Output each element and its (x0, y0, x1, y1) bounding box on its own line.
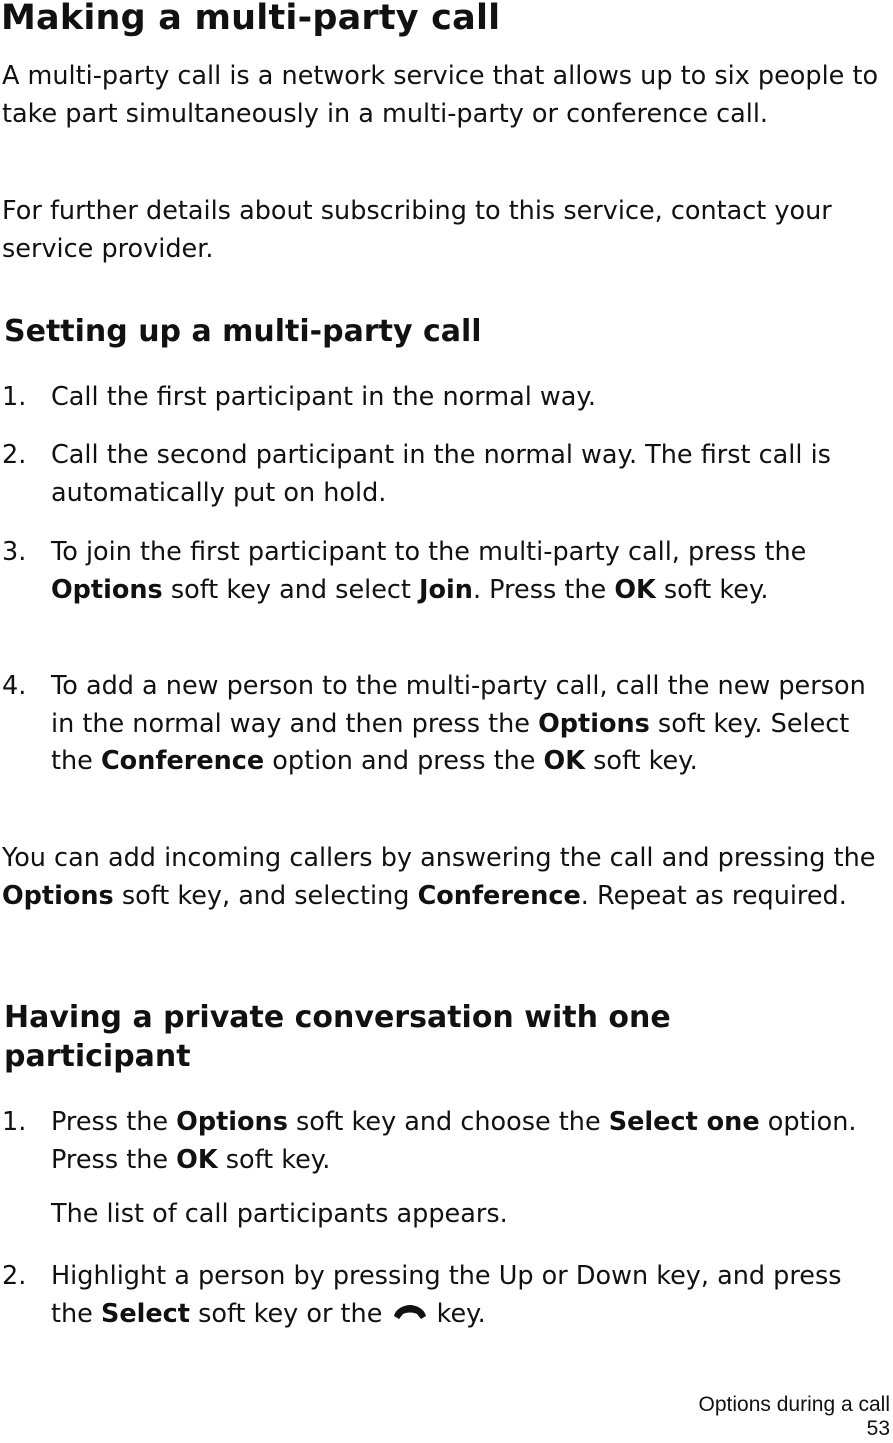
step-text: To join the first participant to the multi-party call, press the Options soft key and select Join. Press the OK soft key. (51, 537, 807, 605)
step-text: Call the second participant in the normal way. The first call is automatically put on hold. (51, 440, 831, 508)
select-one-option-label: Select one (608, 1107, 760, 1137)
conference-option-label: Conference (100, 746, 265, 776)
section-heading-private: Having a private conversation with one participant (4, 1000, 671, 1074)
incoming-callers-note: You can add incoming callers by answering the call and pressing the Options soft key, and selecting Conference. Repeat as required. (2, 843, 876, 911)
ok-key-label: OK (176, 1144, 218, 1175)
setup-step-4 (2, 668, 882, 781)
step-text: Highlight a person by pressing the Up or Down key, and press the Select soft key or the key. (51, 1261, 842, 1329)
step-text: Call the first participant in the normal way. (51, 382, 596, 412)
options-key-label: Options (176, 1107, 288, 1137)
subscription-paragraph: For further details about subscribing to this service, contact your service provider. (2, 196, 832, 264)
options-key-label: Options (51, 574, 163, 605)
page-title: Making a multi-party call (1, 0, 501, 38)
step-text: Press the Options soft key and choose the Select one option. Press the OK soft key. (51, 1107, 857, 1175)
step-number: 1. (2, 382, 27, 412)
intro-paragraph: A multi-party call is a network service that allows up to six people to take part simultaneously in a multi-party or conference call. (2, 61, 879, 129)
step-number: 3. (2, 537, 27, 567)
step-number: 1. (2, 1107, 27, 1137)
conference-option-label: Conference (417, 880, 581, 911)
step-number: 2. (2, 440, 27, 470)
ok-key-label: OK (543, 746, 585, 776)
options-key-label: Options (538, 708, 650, 739)
options-key-label: Options (2, 880, 114, 911)
send-key-handset-icon (391, 1302, 429, 1324)
footer-section-name: Options during a call (698, 1393, 890, 1416)
private-step-2 (2, 1258, 882, 1333)
step-result-text: The list of call participants appears. (51, 1199, 508, 1229)
setup-step-1 (2, 379, 882, 417)
join-option-label: Join (419, 574, 473, 605)
step-number: 4. (2, 671, 27, 701)
step-text: To add a new person to the multi-party call, call the new person in the normal way and then press the Options soft key. Select the Conference option and press the OK soft key. (51, 671, 866, 776)
setup-step-3 (2, 534, 882, 609)
ok-key-label: OK (614, 574, 656, 605)
setup-step-2 (2, 437, 882, 512)
step-number: 2. (2, 1261, 27, 1291)
section-heading-setup: Setting up a multi-party call (4, 314, 482, 349)
private-step-1 (2, 1104, 882, 1234)
select-key-label: Select (100, 1298, 190, 1329)
page-number: 53 (866, 1417, 890, 1440)
